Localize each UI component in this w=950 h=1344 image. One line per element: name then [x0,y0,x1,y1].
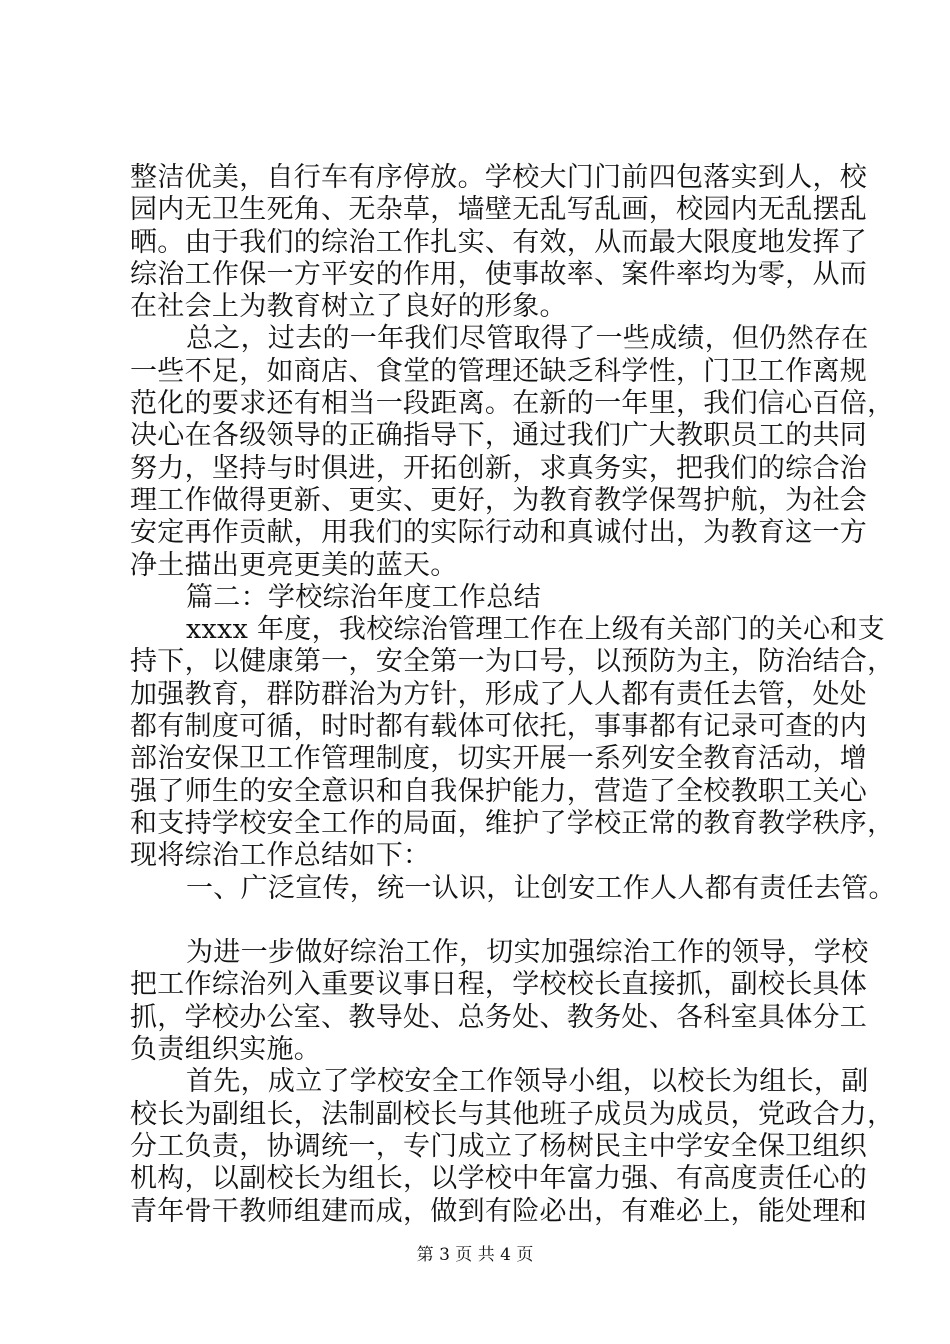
text-line: 强了师生的安全意识和自我保护能力，营造了全校教职工关心 [130,775,868,807]
text-line: 晒。由于我们的综治工作扎实、有效，从而最大限度地发挥了 [130,226,868,258]
text-line: 努力，坚持与时俱进，开拓创新，求真务实，把我们的综合治 [130,452,868,484]
text-line: 决心在各级领导的正确指导下，通过我们广大教职员工的共同 [130,420,868,452]
text-line: 总之，过去的一年我们尽管取得了一些成绩，但仍然存在 [186,323,869,355]
blank-line [130,905,850,937]
text-line: 持下，以健康第一，安全第一为口号，以预防为主，防治结合， [130,646,895,678]
text-line: 园内无卫生死角、无杂草，墙壁无乱写乱画，校园内无乱摆乱 [130,194,868,226]
text-line: 负责组织实施。 [130,1034,322,1066]
text-line: 安定再作贡献，用我们的实际行动和真诚付出，为教育这一方 [130,517,868,549]
text-line: 青年骨干教师组建而成，做到有险必出，有难必上，能处理和 [130,1195,868,1227]
text-line: 机构，以副校长为组长，以学校中年富力强、有高度责任心的 [130,1163,868,1195]
text-line: 分工负责，协调统一，专门成立了杨树民主中学安全保卫组织 [130,1130,868,1162]
text-line: 部治安保卫工作管理制度，切实开展一系列安全教育活动，增 [130,743,868,775]
page-number-footer: 第 3 页 共 4 页 [416,1245,534,1265]
text-line: 一些不足，如商店、食堂的管理还缺乏科学性，门卫工作离规 [130,355,868,387]
text-line: 综治工作保一方平安的作用，使事故率、案件率均为零，从而 [130,258,868,290]
text-line: 范化的要求还有相当一段距离。在新的一年里，我们信心百倍， [130,388,895,420]
text-line: 在社会上为教育树立了良好的形象。 [130,291,567,323]
text-line: 把工作综治列入重要议事日程，学校校长直接抓，副校长具体 [130,969,868,1001]
text-line: 整洁优美，自行车有序停放。学校大门门前四包落实到人，校 [130,162,868,193]
text-line: 校长为副组长，法制副校长与其他班子成员为成员，党政合力， [130,1098,895,1130]
text-line: 现将综治工作总结如下： [130,840,431,872]
text-line: 和支持学校安全工作的局面，维护了学校正常的教育教学秩序， [130,807,895,839]
text-line: 理工作做得更新、更实、更好，为教育教学保驾护航，为社会 [130,484,868,516]
text-line: 首先，成立了学校安全工作领导小组，以校长为组长，副 [186,1066,869,1098]
text-line: 都有制度可循，时时都有载体可依托，事事都有记录可查的内 [130,711,868,743]
document-body [130,162,896,1228]
text-line: 加强教育，群防群治为方针，形成了人人都有责任去管，处处 [130,678,868,710]
text-line: 抓，学校办公室、教导处、总务处、教务处、各科室具体分工 [130,1001,868,1033]
text-line: 净土描出更亮更美的蓝天。 [130,549,458,581]
section-heading: 篇二：学校综治年度工作总结 [186,581,541,613]
text-line: 为进一步做好综治工作，切实加强综治工作的领导，学校 [186,937,869,969]
subsection-heading: 一、广泛宣传，统一认识，让创安工作人人都有责任去管。 [186,872,896,904]
text-line: xxxx 年度，我校综治管理工作在上级有关部门的关心和支 [186,614,885,646]
